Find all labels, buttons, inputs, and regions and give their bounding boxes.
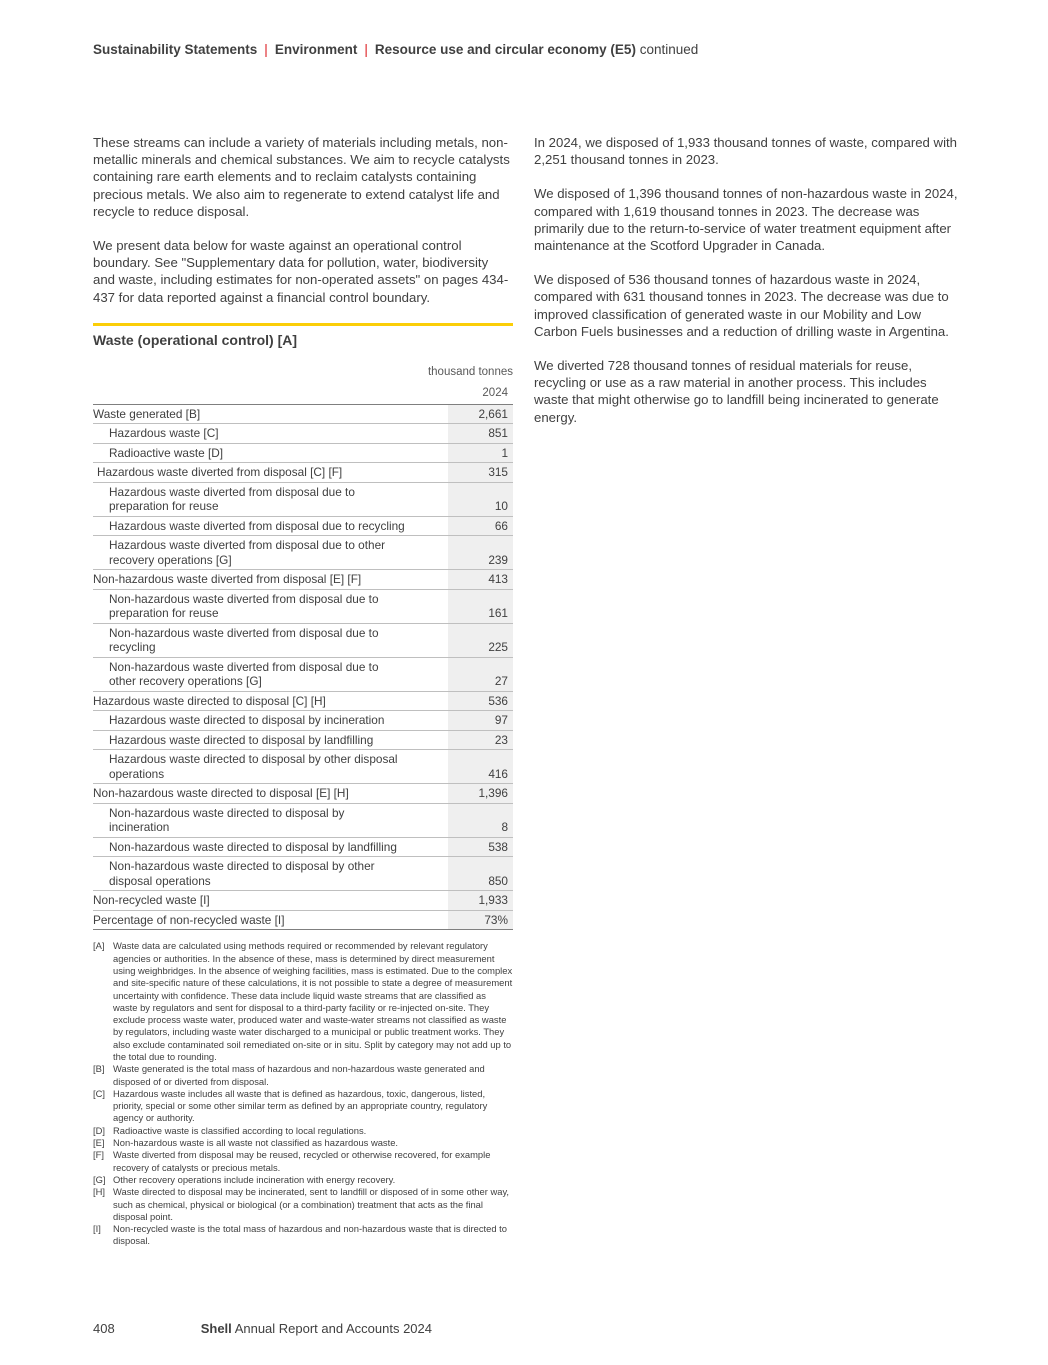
row-label: Non-hazardous waste directed to disposal by landfilling — [93, 837, 448, 857]
footnote-text: Non-hazardous waste is all waste not classified as hazardous waste. — [113, 1137, 399, 1149]
row-value: 225 — [448, 623, 513, 657]
footnote-text: Non-recycled waste is the total mass of hazardous and non-hazardous waste that is directed to disposal. — [113, 1223, 507, 1247]
body-paragraph: We disposed of 1,396 thousand tonnes of non-hazardous waste in 2024, compared with 1,619 thousand tonnes in 2023. The decrease was primarily due to the return-to-service of water treatment equipment after maintenance at the Scotford Upgrader in Canada. — [534, 186, 958, 254]
row-value: 161 — [448, 589, 513, 623]
row-label: Hazardous waste directed to disposal by incineration — [93, 711, 448, 731]
row-value: 1,396 — [448, 784, 513, 804]
row-label: Hazardous waste [C] — [93, 424, 448, 444]
row-value: 23 — [448, 730, 513, 750]
brand-name: Shell — [200, 1321, 232, 1336]
footnote-key: [D] — [93, 1124, 105, 1136]
row-label: Hazardous waste diverted from disposal [C] [F] — [93, 463, 448, 483]
footnote-key: [B] — [93, 1063, 105, 1075]
unit-label: thousand tonnes — [427, 365, 513, 378]
footnote — [93, 1174, 513, 1186]
footnotes — [93, 940, 513, 1247]
footnote-text: Radioactive waste is classified according to local regulations. — [113, 1124, 367, 1136]
table-title: Waste (operational control) [A] — [93, 331, 298, 348]
page-number: 408 — [93, 1321, 115, 1336]
breadcrumb-environment: Environment — [274, 42, 358, 57]
table-row — [93, 910, 513, 930]
row-value: 8 — [448, 803, 513, 837]
table-row — [93, 691, 513, 711]
table-row — [93, 623, 513, 657]
row-label: Non-hazardous waste directed to disposal [E] [H] — [93, 784, 448, 804]
row-label: Non-hazardous waste diverted from disposal due to preparation for reuse — [93, 589, 448, 623]
body-paragraph: In 2024, we disposed of 1,933 thousand tonnes of waste, compared with 2,251 thousand tonnes in 2023. — [534, 135, 958, 168]
body-paragraph: These streams can include a variety of materials including metals, non-metallic minerals and chemical substances. We aim to recycle catalysts containing rare earth elements and to reclaim catalysts containing precious metals. We also aim to regenerate to extend catalyst life and recycle to reduce disposal. — [93, 135, 510, 219]
footnote — [93, 940, 513, 1063]
waste-table — [93, 404, 513, 931]
footnote-text: Waste data are calculated using methods required or recommended by relevant regulatory agencies or authorities. In the absence of these, mass is determined by direct measurement using weighbridges. In the absence of weighing facilities, mass is estimated. Due to the complex and site-specific nature of these calculations, it is not possible to state a degree of measurement uncertainty with confidence. These data include liquid waste streams that are classified as waste by regulators and sent for disposal to a third-party facility or re-injected on-site. They exclude process waste water, produced water and waste-water streams not classified as waste by regulators, including waste water discharged to a municipal or public treatment works. They also exclude contaminated soil remediated on-site or in situ. Split by category may not add up to the total due to rounding. — [113, 940, 513, 1062]
table-row — [93, 857, 513, 891]
row-value: 239 — [448, 536, 513, 570]
footnote — [93, 1125, 513, 1137]
row-label: Hazardous waste diverted from disposal due to recycling — [93, 516, 448, 536]
footnote — [93, 1223, 513, 1248]
footnote-key: [H] — [93, 1186, 105, 1198]
footnote-text: Waste directed to disposal may be incinerated, sent to landfill or disposed of in some other way, such as chemical, physical or biological (or a combination) treatment that acts as the final disposal point. — [113, 1186, 510, 1222]
table-row — [93, 657, 513, 691]
table-row — [93, 516, 513, 536]
row-value: 66 — [448, 516, 513, 536]
footnote-key: [G] — [93, 1173, 106, 1185]
row-value: 10 — [448, 482, 513, 516]
table-row — [93, 482, 513, 516]
footnote-text: Hazardous waste includes all waste that is defined as hazardous, toxic, dangerous, listed, priority, special or some other similar term as defined by an appropriate country, regulatory agency or authority. — [113, 1087, 488, 1124]
row-value: 73% — [448, 910, 513, 930]
row-value: 536 — [448, 691, 513, 711]
row-label: Hazardous waste diverted from disposal due to preparation for reuse — [93, 482, 448, 516]
footnote — [93, 1149, 513, 1174]
table-row — [93, 803, 513, 837]
breadcrumb-sustainability: Sustainability Statements — [93, 42, 258, 57]
row-label: Waste generated [B] — [93, 404, 448, 424]
row-label: Non-hazardous waste directed to disposal by incineration — [93, 803, 448, 837]
row-label: Radioactive waste [D] — [93, 443, 448, 463]
row-label: Hazardous waste diverted from disposal due to other recovery operations [G] — [93, 536, 448, 570]
footnote-key: [I] — [93, 1223, 101, 1235]
row-value: 416 — [448, 750, 513, 784]
table-row — [93, 750, 513, 784]
table-row — [93, 570, 513, 590]
footnote-text: Other recovery operations include incineration with energy recovery. — [113, 1173, 396, 1185]
row-value: 850 — [448, 857, 513, 891]
right-column — [534, 134, 959, 443]
row-label: Non-hazardous waste directed to disposal by other disposal operations — [93, 857, 448, 891]
table-row — [93, 443, 513, 463]
page-header — [93, 42, 698, 57]
table-row — [93, 837, 513, 857]
row-value: 1,933 — [448, 891, 513, 911]
row-value: 538 — [448, 837, 513, 857]
row-label: Non-hazardous waste diverted from disposal due to recycling — [93, 623, 448, 657]
table-row — [93, 891, 513, 911]
table-unit-header — [93, 362, 513, 404]
waste-table-section — [93, 323, 513, 931]
breadcrumb-separator: | — [364, 42, 368, 57]
row-value: 851 — [448, 424, 513, 444]
row-label: Hazardous waste directed to disposal by other disposal operations — [93, 750, 448, 784]
footnote-key: [F] — [93, 1149, 104, 1161]
row-label: Hazardous waste directed to disposal [C] [H] — [93, 691, 448, 711]
row-value: 413 — [448, 570, 513, 590]
footnote — [93, 1186, 513, 1223]
row-value: 1 — [448, 443, 513, 463]
row-value: 97 — [448, 711, 513, 731]
left-column — [93, 134, 513, 1248]
breadcrumb-resource-use: Resource use and circular economy (E5) — [374, 42, 636, 57]
report-title: Annual Report and Accounts 2024 — [234, 1321, 432, 1336]
table-row — [93, 463, 513, 483]
row-label: Hazardous waste directed to disposal by landfilling — [93, 730, 448, 750]
table-row — [93, 536, 513, 570]
table-row — [93, 404, 513, 424]
row-label: Percentage of non-recycled waste [I] — [93, 910, 448, 930]
body-paragraph: We present data below for waste against an operational control boundary. See "Supplementary data for pollution, water, biodiversity and waste, including estimates for non-operated assets" on pages 434-437 for data reported against a financial control boundary. — [93, 238, 509, 305]
footnote-key: [A] — [93, 940, 105, 952]
continued-label: continued — [639, 42, 699, 57]
row-label: Non-recycled waste [I] — [93, 891, 448, 911]
table-row — [93, 784, 513, 804]
table-row — [93, 711, 513, 731]
footnote-key: [E] — [93, 1137, 105, 1149]
row-value: 2,661 — [448, 404, 513, 424]
footnote — [93, 1088, 513, 1125]
footnote-text: Waste diverted from disposal may be reused, recycled or otherwise recovered, for example recovery of catalysts or precious metals. — [113, 1149, 491, 1173]
table-row — [93, 589, 513, 623]
body-paragraph: We disposed of 536 thousand tonnes of hazardous waste in 2024, compared with 631 thousand tonnes in 2023. The decrease was due to improved classification of generated waste in our Mobility and Low Carbon Fuels businesses and a reduction of drilling waste in Argentina. — [534, 272, 949, 339]
row-value: 315 — [448, 463, 513, 483]
breadcrumb-separator: | — [264, 42, 268, 57]
footnote — [93, 1137, 513, 1149]
footnote-key: [C] — [93, 1087, 105, 1099]
row-value: 27 — [448, 657, 513, 691]
body-paragraph: We diverted 728 thousand tonnes of residual materials for reuse, recycling or use as a raw material in another process. This includes waste that might otherwise go to landfill being incinerated to generate energy. — [534, 358, 939, 425]
footnote — [93, 1063, 513, 1088]
footnote-text: Waste generated is the total mass of hazardous and non-hazardous waste generated and disposed of or diverted from disposal. — [113, 1063, 485, 1087]
table-row — [93, 424, 513, 444]
year-label: 2024 — [482, 386, 508, 399]
table-row — [93, 730, 513, 750]
page-footer — [93, 1321, 432, 1336]
row-label: Non-hazardous waste diverted from disposal [E] [F] — [93, 570, 448, 590]
row-label: Non-hazardous waste diverted from disposal due to other recovery operations [G] — [93, 657, 448, 691]
